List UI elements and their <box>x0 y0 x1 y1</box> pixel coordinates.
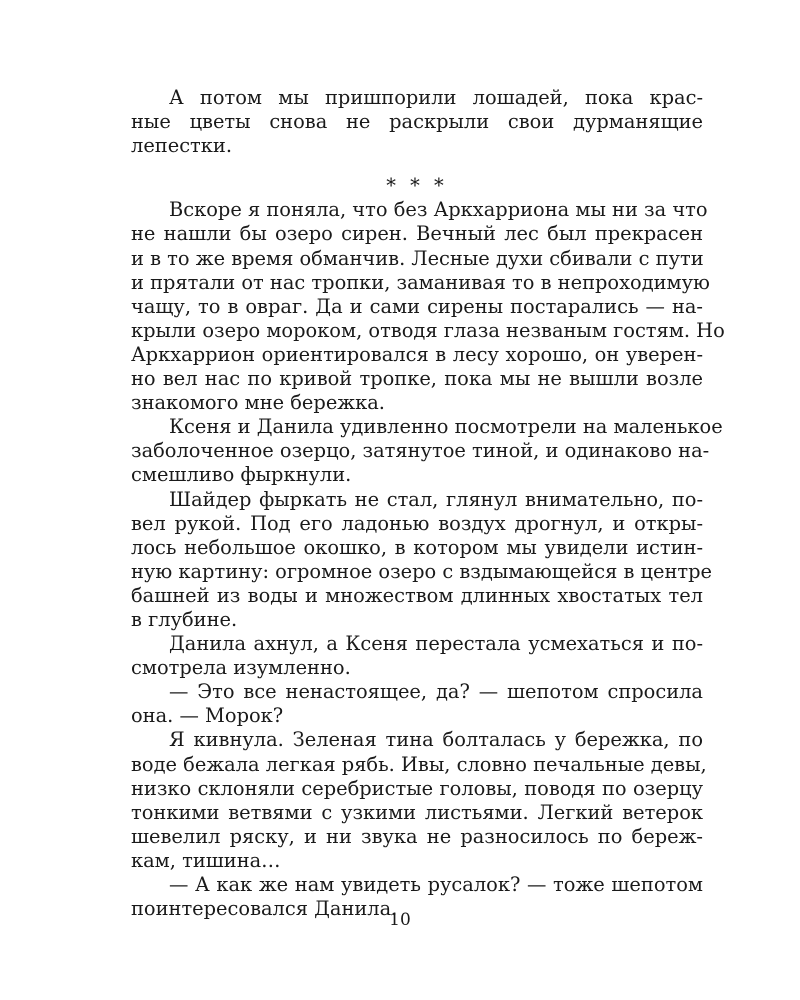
page-text <box>131 86 725 921</box>
text-line: поинтересовался Данила. <box>131 897 398 921</box>
text-line: ную картину: огромное озеро с вздымающейся в центре <box>131 559 713 583</box>
text-line: смешливо фыркнули. <box>131 463 352 487</box>
text-line: — Это все ненастоящее, да? — шепотом спросила <box>169 680 703 704</box>
text-line: воде бежала легкая рябь. Ивы, словно печальные девы, <box>131 752 707 776</box>
text-line: — А как же нам увидеть русалок? — тоже шепотом <box>169 873 703 896</box>
text-line: но вел нас по кривой тропке, пока мы не вышли возле <box>131 367 703 391</box>
paragraph <box>131 198 725 415</box>
body-section <box>131 198 725 921</box>
text-line: и прятали от нас тропки, заманивая то в непроходимую <box>131 270 710 294</box>
text-line: тонкими ветвями с узкими листьями. Легкий ветерок <box>131 800 703 824</box>
text-line: заболоченное озерцо, затянутое тиной, и одинаково на- <box>131 439 710 463</box>
text-line: Я кивнула. Зеленая тина болталась у бережка, по <box>169 728 703 752</box>
text-line: лось небольшое окошко, в котором мы увидели истин- <box>131 535 703 559</box>
text-line: Аркхаррион ориентировался в лесу хорошо, он уверен- <box>131 342 703 366</box>
text-line: крыли озеро мороком, отводя глаза незваным гостям. Но <box>131 318 725 342</box>
text-line: шевелил ряску, и ни звука не разносилось по береж- <box>131 824 703 848</box>
section-separator: * * * <box>386 174 448 198</box>
text-line: она. — Морок? <box>131 704 284 728</box>
text-line: вел рукой. Под его ладонью воздух дрогнул, и откры- <box>131 511 703 535</box>
text-line: в глубине. <box>131 607 238 631</box>
paragraph <box>131 415 723 487</box>
text-line: низко склоняли серебристые головы, поводя по озерцу <box>131 776 703 800</box>
text-line: Ксеня и Данила удивленно посмотрели на маленькое <box>169 415 723 439</box>
text-line: Вскоре я поняла, что без Аркхарриона мы ни за что <box>169 198 708 222</box>
text-line: лепестки. <box>131 134 232 158</box>
text-line: знакомого мне бережка. <box>131 391 385 415</box>
paragraph <box>131 86 703 158</box>
paragraph <box>131 632 703 680</box>
text-line: кам, тишина… <box>131 848 281 872</box>
text-line: Данила ахнул, а Ксеня перестала усмехаться и по- <box>169 632 703 656</box>
text-line: ные цветы снова не раскрыли свои дурманящие <box>131 110 703 134</box>
paragraph <box>131 728 707 873</box>
text-line: Шайдер фыркать не стал, глянул внимательно, по- <box>169 487 703 511</box>
page-number: 10 <box>389 910 411 930</box>
intro-section <box>131 86 703 158</box>
paragraph <box>131 680 703 728</box>
text-line: и в то же время обманчив. Лесные духи сбивали с пути <box>131 246 704 270</box>
text-line: смотрела изумленно. <box>131 656 351 680</box>
text-line: чащу, то в овраг. Да и сами сирены постарались — на- <box>131 294 703 318</box>
text-line: А потом мы пришпорили лошадей, пока крас- <box>169 86 703 109</box>
text-line: не нашли бы озеро сирен. Вечный лес был прекрасен <box>131 222 703 246</box>
paragraph <box>131 487 713 633</box>
text-line: башней из воды и множеством длинных хвостатых тел <box>131 583 703 607</box>
